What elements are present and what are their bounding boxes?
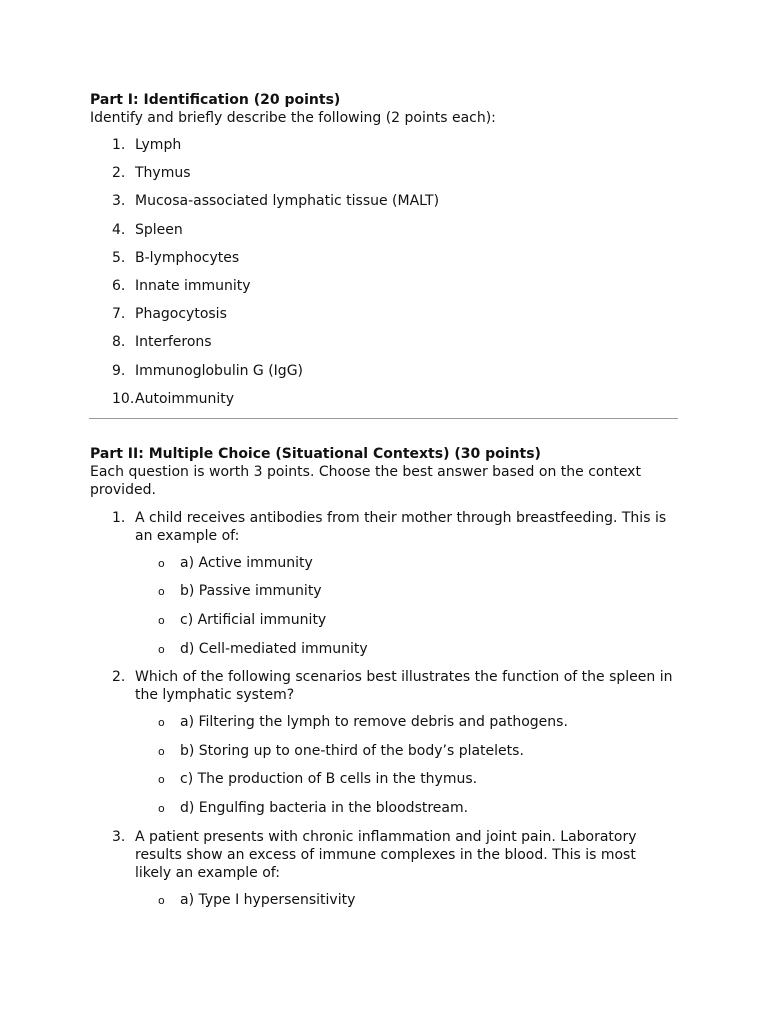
- part2-heading: Part II: Multiple Choice (Situational Contexts) (30 points): [90, 445, 541, 462]
- list-item: [90, 164, 680, 182]
- question-number: 1.: [112, 509, 126, 526]
- item-number: 6.: [112, 277, 126, 294]
- list-item: [90, 277, 680, 295]
- item-number: 1.: [112, 137, 126, 153]
- section-divider: [89, 418, 678, 419]
- option-text: a) Filtering the lymph to remove debris and pathogens.: [180, 714, 568, 731]
- item-number: 9.: [112, 362, 126, 379]
- bullet-icon: o: [158, 802, 165, 816]
- item-text: Phagocytosis: [135, 306, 227, 323]
- item-text: Spleen: [135, 221, 183, 238]
- bullet-icon: o: [158, 556, 165, 570]
- part2-section: [90, 445, 680, 909]
- item-number: 2.: [112, 165, 126, 182]
- answer-option: [135, 799, 680, 817]
- option-text: c) The production of B cells in the thymus.: [180, 771, 478, 788]
- item-text: Interferons: [135, 334, 212, 351]
- question-text: A patient presents with chronic inflammation and joint pain. Laboratory results show an excess of immune complexes in the blood. This is most likely an example of:: [135, 828, 637, 881]
- bullet-icon: o: [158, 893, 165, 907]
- item-number: 7.: [112, 306, 126, 323]
- answer-option: [135, 640, 680, 658]
- question-2: [90, 668, 680, 817]
- part1-instructions: Identify and briefly describe the following (2 points each):: [90, 110, 496, 126]
- list-item: [90, 390, 680, 408]
- answer-option: [135, 770, 680, 788]
- list-item: [90, 362, 680, 380]
- item-number: 10.: [112, 390, 135, 407]
- document-page: [90, 91, 680, 919]
- bullet-icon: o: [158, 744, 165, 758]
- item-number: 5.: [112, 249, 126, 266]
- item-text: Immunoglobulin G (IgG): [135, 362, 304, 379]
- question-1: [90, 509, 680, 658]
- option-text: c) Artificial immunity: [180, 612, 327, 629]
- item-text: Mucosa-associated lymphatic tissue (MALT): [135, 193, 440, 210]
- option-text: d) Engulfing bacteria in the bloodstream.: [180, 800, 469, 817]
- answer-option: [135, 742, 680, 760]
- question-text: Which of the following scenarios best illustrates the function of the spleen in the lymphatic system?: [135, 669, 673, 704]
- answer-option: [135, 713, 680, 731]
- answer-option: [135, 611, 680, 629]
- item-number: 8.: [112, 334, 126, 351]
- option-text: a) Type I hypersensitivity: [180, 891, 356, 908]
- question-text: A child receives antibodies from their mother through breastfeeding. This is an example of:: [135, 509, 667, 544]
- option-text: b) Storing up to one-third of the body’s platelets.: [180, 742, 524, 759]
- option-text: a) Active immunity: [180, 554, 313, 571]
- item-text: Thymus: [135, 165, 191, 182]
- list-item: [90, 136, 680, 154]
- question-3: [90, 828, 680, 909]
- part1-section: [90, 91, 680, 408]
- bullet-icon: o: [158, 585, 165, 599]
- item-text: Autoimmunity: [135, 390, 235, 407]
- part2-instructions: Each question is worth 3 points. Choose the best answer based on the context provided.: [90, 463, 641, 498]
- identification-list: [90, 136, 680, 408]
- question-number: 3.: [112, 828, 126, 845]
- item-text: Innate immunity: [135, 277, 251, 294]
- answer-option: [135, 554, 680, 572]
- list-item: [90, 221, 680, 239]
- answer-options: [135, 713, 680, 817]
- bullet-icon: o: [158, 716, 165, 730]
- option-text: d) Cell-mediated immunity: [180, 640, 368, 657]
- list-item: [90, 305, 680, 323]
- multiple-choice-list: [90, 509, 680, 909]
- list-item: [90, 249, 680, 267]
- list-item: [90, 333, 680, 351]
- option-text: b) Passive immunity: [180, 583, 322, 600]
- answer-option: [135, 582, 680, 600]
- answer-options: [135, 891, 680, 909]
- item-number: 4.: [112, 221, 126, 238]
- part1-heading: Part I: Identification (20 points): [90, 92, 341, 108]
- item-text: Lymph: [135, 137, 182, 153]
- item-number: 3.: [112, 193, 126, 210]
- question-number: 2.: [112, 669, 126, 686]
- answer-options: [135, 554, 680, 658]
- bullet-icon: o: [158, 773, 165, 787]
- list-item: [90, 192, 680, 210]
- bullet-icon: o: [158, 614, 165, 628]
- item-text: B-lymphocytes: [135, 249, 240, 266]
- bullet-icon: o: [158, 642, 165, 656]
- answer-option: [135, 891, 680, 909]
